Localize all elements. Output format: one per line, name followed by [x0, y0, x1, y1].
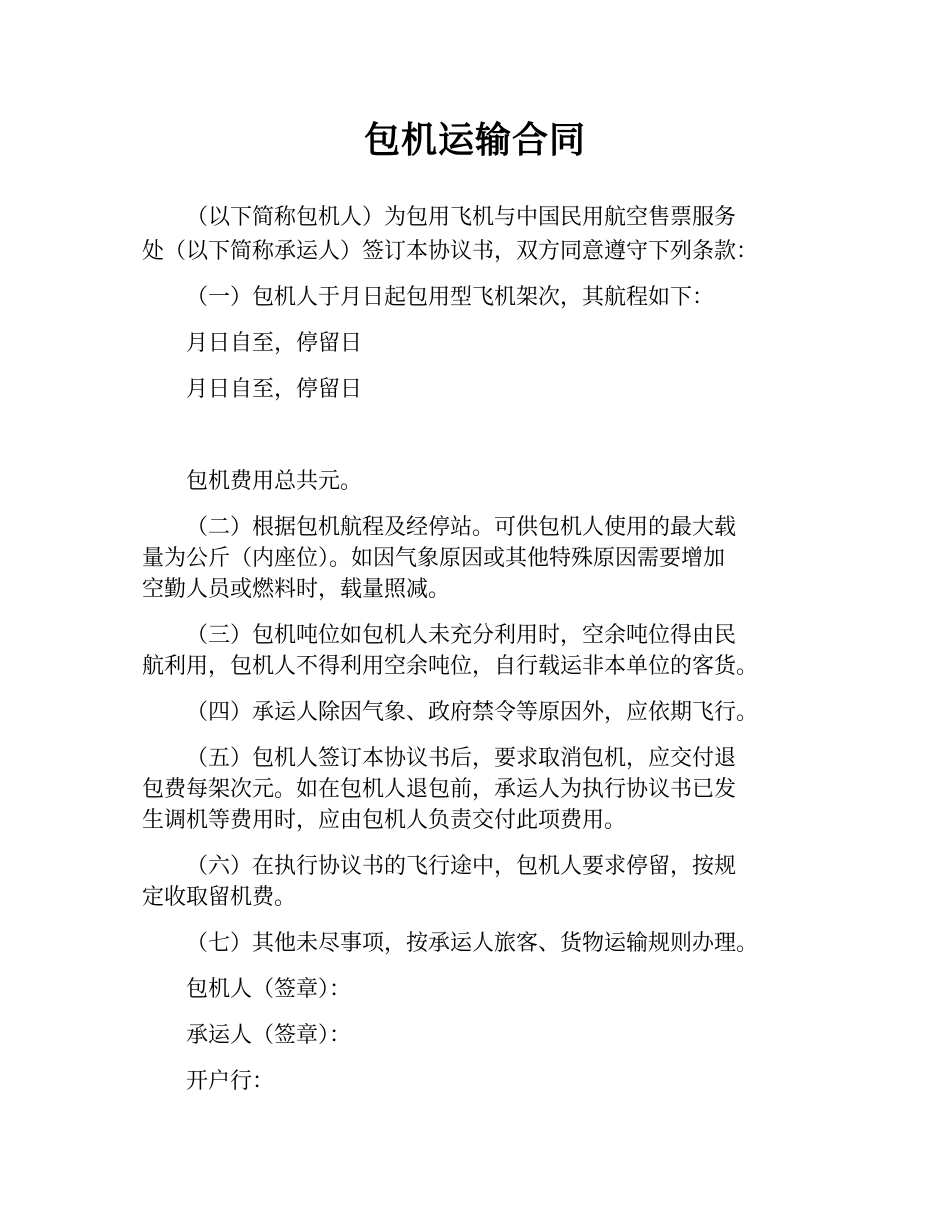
route-line-2: 月日自至，停留日: [186, 377, 363, 402]
clause-3-line-2: 航利用，包机人不得利用空余吨位，自行载运非本单位的客货。: [142, 654, 759, 679]
clause-5-line-2: 包费每架次元。如在包机人退包前，承运人为执行协议书已发: [142, 777, 737, 802]
route-line-1: 月日自至，停留日: [186, 331, 363, 356]
bank-label: 开户行：: [186, 1069, 275, 1094]
intro-line-1: （以下简称包机人）为包用飞机与中国民用航空售票服务: [186, 205, 737, 230]
document-title: 包机运输合同: [363, 120, 586, 161]
clause-1: （一）包机人于月日起包用型飞机架次，其航程如下：: [186, 285, 715, 310]
clause-3-line-1: （三）包机吨位如包机人未充分利用时，空余吨位得由民: [186, 623, 737, 648]
clause-2-line-2: 量为公斤（内座位）。如因气象原因或其他特殊原因需要增加: [142, 546, 726, 571]
clause-4: （四）承运人除因气象、政府禁令等原因外，应依期飞行。: [186, 700, 759, 725]
clause-6-line-2: 定收取留机费。: [142, 885, 297, 910]
clause-5-line-1: （五）包机人签订本协议书后，要求取消包机，应交付退: [186, 746, 737, 771]
clause-6-line-1: （六）在执行协议书的飞行途中，包机人要求停留，按规: [186, 854, 737, 879]
carrier-signature-label: 承运人（签章）：: [186, 1023, 352, 1048]
intro-line-2: 处（以下简称承运人）签订本协议书，双方同意遵守下列条款：: [142, 239, 759, 264]
clause-5-line-3: 生调机等费用时，应由包机人负责交付此项费用。: [142, 808, 627, 833]
charterer-signature-label: 包机人（签章）：: [186, 977, 352, 1002]
clause-2-line-3: 空勤人员或燃料时，载量照减。: [142, 577, 451, 602]
total-fee: 包机费用总共元。: [186, 469, 363, 494]
clause-2-line-1: （二）根据包机航程及经停站。可供包机人使用的最大载: [186, 515, 737, 540]
clause-7: （七）其他未尽事项，按承运人旅客、货物运输规则办理。: [186, 931, 759, 956]
